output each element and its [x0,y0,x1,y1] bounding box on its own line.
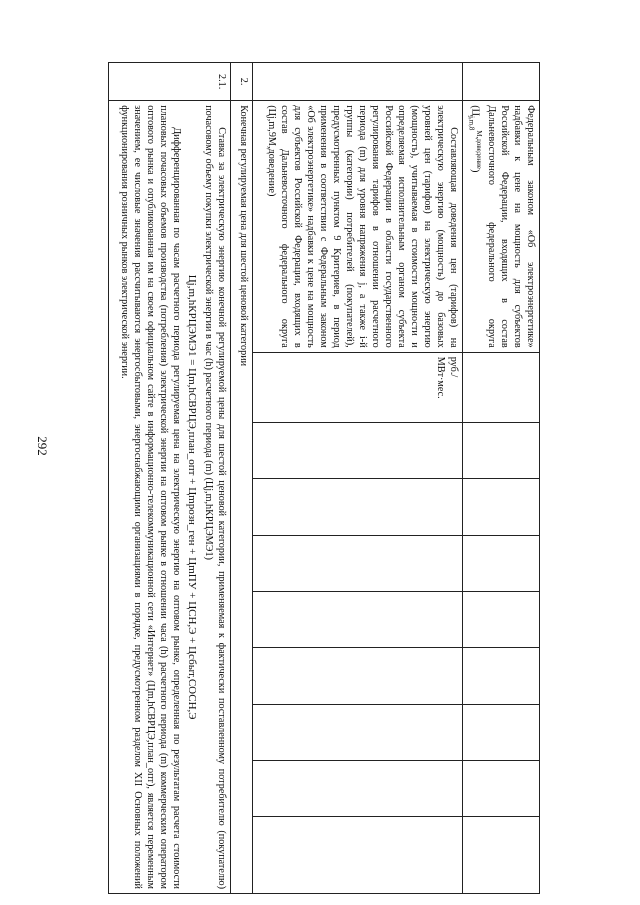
rotated-table-container [108,62,540,894]
row-description [109,101,231,894]
value-cell [252,761,462,817]
section-heading: Конечная регулируемая цена для шестой ценовой категории [230,101,252,894]
row-description: Федеральным законом «Об электроэнергетике» надбавки к цене на мощность для субъектов Российской Федерации, входящих в состав Дальневосточного федерального округа $(Ц_{j,m,8}^{М,доведение})$ [462,101,539,353]
value-cell [252,535,462,591]
value-cell [252,479,462,535]
table-row [462,63,539,894]
price-formula: Цj,m,hКРЦЭМЭ1 = Цm,hСВРЦЭ,план_опт + Цmрозн_ген + ЦmПУ + ЦСН,Э + Цсбыт,СОСН,Э [185,274,198,720]
explanation-paragraph: Дифференцированная по часам расчетного периода регулируемая цена на электрическую энергию на оптовом рынке, определенная по результатам расчета стоимости плановых почасовых объемов производства (потребления) электрической энергии на оптовом рынке в отношении часа (h) расчетного периода (m) коммерческим оператором оптового рынка и опубликованная им на своем официальном сайте в информационно-телекоммуникационной сети «Интернет» (Цm,hСВРЦЭ,план_опт), является переменным значением, ее числовые значения рассчитываются энергосбытовыми, энергоснабжающими организациями в порядке, предусмотренном разделом XII Основных положений функционирования розничных рынков электрической энергии. [118,105,182,889]
value-cell [462,817,539,894]
unit-cell [462,352,539,422]
row-number: 2.1. [109,63,231,101]
table-row [230,63,252,894]
value-cell [252,592,462,648]
symbol-superscript: М,доведение [475,130,483,169]
symbol-subscript: j,m,8 [467,115,476,131]
value-cell [462,761,539,817]
value-cell [462,592,539,648]
table-row [109,63,231,894]
row-number: 2. [230,63,252,101]
table-row [252,63,462,894]
value-cell [462,479,539,535]
value-cell [462,648,539,704]
value-cell [462,423,539,479]
unit-cell: руб./МВт·мес. [252,352,462,422]
value-cell [252,817,462,894]
row-number [462,63,539,101]
value-cell [252,704,462,760]
value-cell [462,704,539,760]
value-cell [462,535,539,591]
rate-definition: Ставка за электрическую энергию конечной регулируемой цены для шестой ценовой категории, применяемая к фактически поставленному потребителю (покупателю) почасовому объему покупки электрической энергии в час (h) расчетного периода (m) (Цj,m,hКРЦЭМЭ1) [202,105,227,889]
value-cell [252,423,462,479]
tariff-table [108,62,540,894]
page-number: 292 [35,436,50,456]
row-number [252,63,462,101]
row-description: Составляющая доведения цен (тарифов) на электрическую энергию (мощность) до базовых уровней цен (тарифов) на электрическую энергию (мощность), учитываемая в стоимости мощности и определяемая исполнительным органом субъекта Российской Федерации в области государственного регулирования тарифов в отношении расчетного периода (m) для уровня напряжения j, а также i-й группы (категории) потребителей (покупателей), предусмотренных пунктом 9 Критериев, в период применения в соответствии с Федеральным законом «Об электроэнергетике» надбавки к цене на мощность для субъектов Российской Федерации, входящих в состав Дальневосточного федерального округа (Цj,m,9М,доведение) [252,101,462,353]
value-cell [252,648,462,704]
